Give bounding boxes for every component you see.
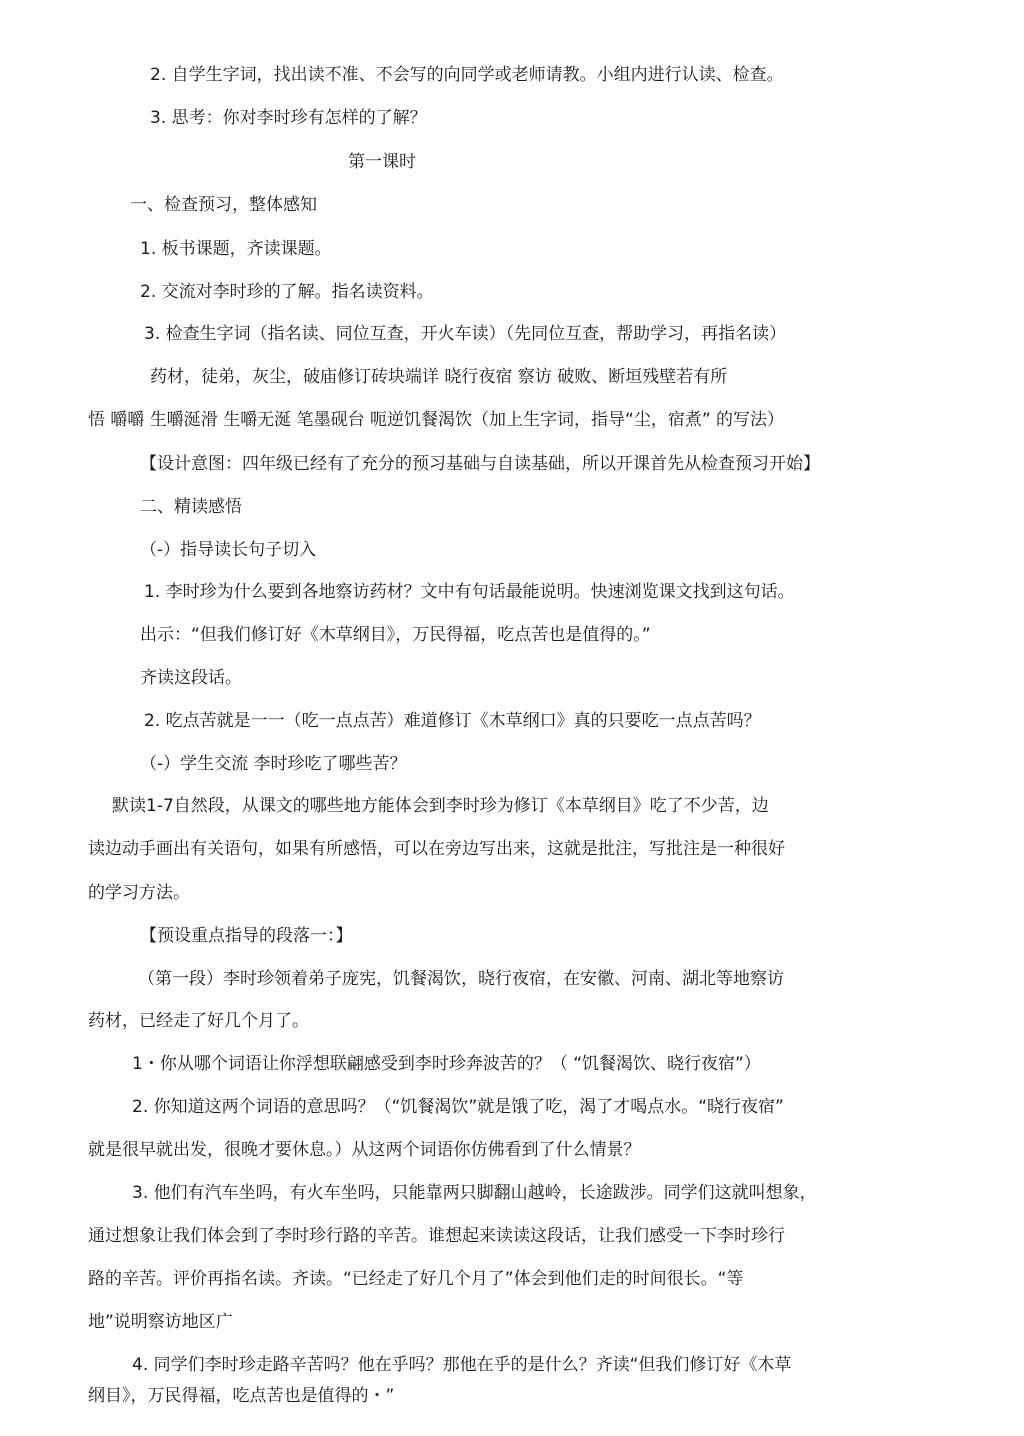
text-line: 的学习方法。 xyxy=(88,883,190,903)
text-line: 路的辛苦。评价再指名读。齐读。“已经走了好几个月了”体会到他们走的时间很长。“等 xyxy=(88,1269,744,1289)
text-line: 2. 吃点苦就是一一（吃一点点苦）难道修订《木草纲口》真的只要吃一点点苦吗？ xyxy=(144,711,761,731)
text-line: 药材，已经走了好几个月了。 xyxy=(88,1011,309,1031)
text-line: 就是很早就出发，很晚才要休息。）从这两个词语你仿佛看到了什么情景？ xyxy=(88,1140,641,1160)
text-line: 地”说明察访地区广 xyxy=(88,1312,233,1332)
text-line: 齐读这段话。 xyxy=(140,668,242,688)
text-line: 2. 交流对李时珍的了解。指名读资料。 xyxy=(140,282,434,302)
text-line: 1・你从哪个词语让你浮想联翩感受到李时珍奔波苦的？（ “饥餐渴饮、晓行夜宿”） xyxy=(132,1054,761,1074)
text-line: 1. 李时珍为什么要到各地察访药材？文中有句话最能说明。快速浏览课文找到这句话。 xyxy=(144,582,795,602)
text-line: 2. 你知道这两个词语的意思吗？（“饥餐渴饮”就是饿了吃，渴了才喝点水。“晓行夜宿” xyxy=(132,1097,784,1117)
text-line: 3. 他们有汽车坐吗，有火车坐吗，只能靠两只脚翻山越岭，长途跋涉。同学们这就叫想象， xyxy=(132,1183,817,1203)
text-line: 药材，徒弟，灰尘，破庙修订砖块端详 晓行夜宿 察访 破败、断垣残壁若有所 xyxy=(150,367,728,387)
text-line: 2. 自学生字词，找出读不准、不会写的向同学或老师请教。小组内进行认读、检查。 xyxy=(150,65,784,85)
text-line: 3. 检查生字词（指名读、同位互查，开火车读）（先同位互查，帮助学习，再指名读） xyxy=(144,324,787,344)
text-line: 读边动手画出有关语句，如果有所感悟，可以在旁边写出来，这就是批注，写批注是一种很好 xyxy=(88,839,785,859)
subsection-heading: （-）指导读长句子切入 xyxy=(140,540,317,560)
subsection-heading: （-）学生交流 李时珍吃了哪些苦？ xyxy=(140,754,407,774)
text-line: 出示：“但我们修订好《木草纲目》，万民得福，吃点苦也是值得的。” xyxy=(140,625,651,645)
section-heading: 一、检查预习，整体感知 xyxy=(130,195,317,215)
text-line: 纲目》，万民得福，吃点苦也是值得的・” xyxy=(88,1386,395,1406)
text-line: 通过想象让我们体会到了李时珍行路的辛苦。谁想起来读读这段话，让我们感受一下李时珍行 xyxy=(88,1226,785,1246)
section-heading: 第一课时 xyxy=(348,152,416,172)
section-heading: 二、精读感悟 xyxy=(140,497,242,517)
text-line: （第一段）李时珍领着弟子庞宪，饥餐渴饮，晓行夜宿，在安徽、河南、湖北等地察访 xyxy=(138,969,784,989)
design-note: 【设计意图：四年级已经有了充分的预习基础与自读基础，所以开课首先从检查预习开始】 xyxy=(140,454,820,474)
text-line: 默读1-7自然段，从课文的哪些地方能体会到李时珍为修订《本草纲目》吃了不少苦，边 xyxy=(112,796,769,816)
design-note: 【预设重点指导的段落一：】 xyxy=(140,926,353,946)
text-line: 1. 板书课题，齐读课题。 xyxy=(140,239,332,259)
text-line: 4. 同学们李时珍走路辛苦吗？他在乎吗？那他在乎的是什么？齐读“但我们修订好《木草 xyxy=(132,1355,792,1375)
text-line: 3. 思考：你对李时珍有怎样的了解？ xyxy=(150,108,427,128)
text-line: 悟 嚼嚼 生嚼涎滑 生嚼无涎 笔墨砚台 呃逆饥餐渴饮（加上生字词，指导“尘，宿煮” 的写法） xyxy=(88,410,785,430)
